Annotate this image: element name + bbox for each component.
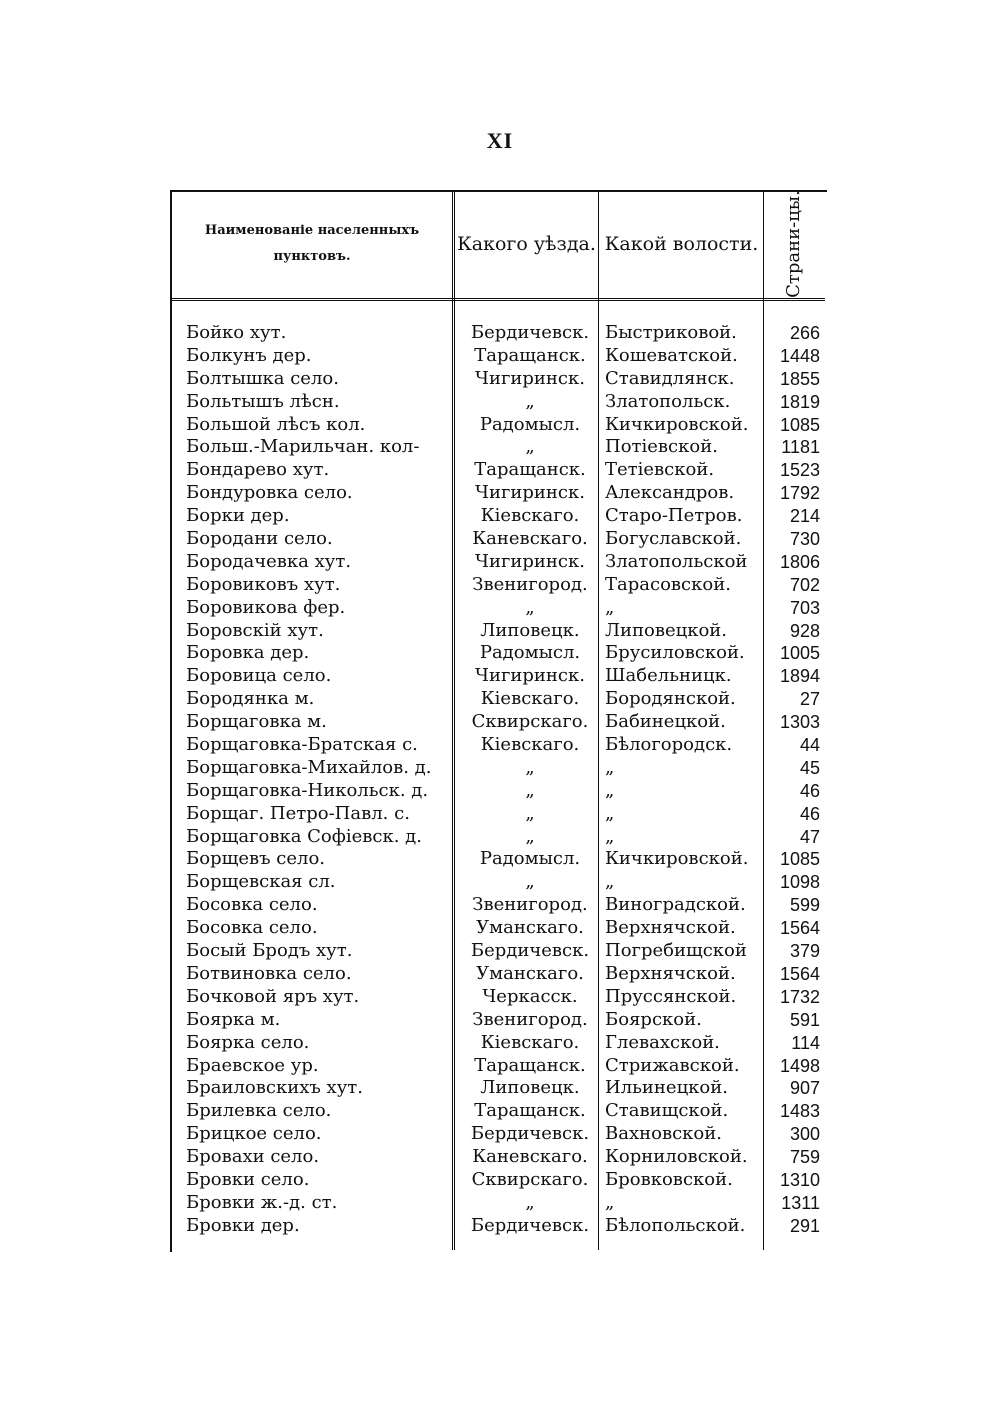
settlement-name: Борки дер.	[186, 505, 290, 527]
settlement-name: Бровки ж.-д. ст.	[186, 1191, 338, 1213]
page-ref-cell: 928	[789, 620, 820, 641]
table-body	[0, 322, 1000, 1238]
page-ref-cell: 114	[791, 1032, 820, 1053]
page-ref-cell: 214	[789, 506, 820, 527]
table-row	[0, 1077, 1000, 1100]
settlement-name: Бочковой яръ хут.	[186, 985, 360, 1007]
volost-cell: Бѣлопольской.	[605, 1214, 746, 1236]
table-row	[0, 871, 1000, 894]
settlement-name: Борщевская сл.	[186, 871, 336, 893]
table-row	[0, 551, 1000, 574]
volost-cell: Виноградской.	[605, 894, 746, 916]
page-ref-cell: 1498	[779, 1055, 820, 1076]
page-ref-cell: 44	[799, 735, 820, 756]
header-separator	[170, 298, 825, 301]
page-ref-cell: 1181	[781, 437, 820, 458]
settlement-name: Болкунъ дер.	[186, 344, 312, 366]
volost-cell: Старо-Петров.	[605, 505, 743, 527]
uezd-cell: Каневскаго.	[472, 528, 588, 550]
settlement-name: Бородани село.	[186, 528, 333, 550]
page-ref-cell: 46	[799, 803, 820, 824]
uezd-cell: Черкасск.	[482, 985, 578, 1007]
page-ref-cell: 1311	[781, 1192, 820, 1213]
uezd-cell: Кіевскаго.	[480, 688, 580, 710]
page-ref-cell: 599	[789, 895, 820, 916]
settlement-name: Бровки село.	[186, 1168, 310, 1190]
table-row	[0, 665, 1000, 688]
settlement-name: Браевское ур.	[186, 1054, 319, 1076]
page-ref-cell: 730	[789, 529, 820, 550]
table-row	[0, 780, 1000, 803]
settlement-name: Браиловскихъ хут.	[186, 1077, 363, 1099]
uezd-cell: „	[525, 779, 535, 801]
volost-cell: Александров.	[605, 482, 735, 504]
page-ref-cell: 1523	[779, 460, 820, 481]
table-row	[0, 848, 1000, 871]
uezd-cell: „	[525, 436, 535, 458]
volost-cell: „	[605, 596, 615, 618]
page-ref-cell: 1792	[779, 483, 820, 504]
uezd-cell: Звенигород.	[472, 573, 588, 595]
volost-cell: Вахновской.	[605, 1123, 722, 1145]
table-row	[0, 963, 1000, 986]
uezd-cell: Радомысл.	[479, 642, 581, 664]
page-ref-cell: 759	[789, 1147, 820, 1168]
volost-cell: Шабельницк.	[605, 665, 732, 687]
volost-cell: Стрижавской.	[605, 1054, 740, 1076]
uezd-cell: Бердичевск.	[470, 940, 590, 962]
table-row	[0, 986, 1000, 1009]
volost-cell: Бѣлогородск.	[605, 734, 733, 756]
uezd-cell: Уманскаго.	[476, 917, 584, 939]
settlement-name: Борщаговка-Братская с.	[186, 734, 418, 756]
page-ref-cell: 591	[789, 1009, 820, 1030]
settlement-name: Боровица село.	[186, 665, 332, 687]
uezd-cell: Чигиринск.	[475, 482, 585, 504]
uezd-cell: Каневскаго.	[472, 1146, 588, 1168]
uezd-cell: Таращанск.	[474, 1100, 586, 1122]
uezd-cell: Бердичевск.	[470, 1123, 590, 1145]
volost-cell: Тарасовской.	[605, 573, 731, 595]
settlement-name: Борщаговка м.	[186, 711, 327, 733]
table-row	[0, 505, 1000, 528]
uezd-cell: Кіевскаго.	[480, 734, 580, 756]
uezd-cell: Радомысл.	[479, 413, 581, 435]
settlement-name: Боярка м.	[186, 1008, 281, 1030]
settlement-name: Брицкое село.	[186, 1123, 322, 1145]
settlement-name: Ботвиновка село.	[186, 962, 352, 984]
page-ref-cell: 1806	[779, 551, 820, 572]
uezd-cell: Сквирскаго.	[471, 1168, 589, 1190]
settlement-name: Бондарево хут.	[186, 459, 330, 481]
table-row	[0, 757, 1000, 780]
settlement-name: Боровскій хут.	[186, 619, 324, 641]
settlement-name: Боровка дер.	[186, 642, 310, 664]
table-row	[0, 1215, 1000, 1238]
uezd-cell: Сквирскаго.	[471, 711, 589, 733]
settlement-name: Боровиковъ хут.	[186, 573, 341, 595]
table-row	[0, 711, 1000, 734]
page-ref-cell: 1085	[779, 849, 820, 870]
table-row	[0, 642, 1000, 665]
table-row	[0, 1032, 1000, 1055]
page-ref-cell: 266	[789, 323, 820, 343]
uezd-cell: Звенигород.	[472, 1008, 588, 1030]
volost-cell: Верхнячской.	[605, 917, 736, 939]
table-row	[0, 620, 1000, 643]
page-ref-cell: 703	[789, 597, 820, 618]
uezd-cell: Чигиринск.	[475, 550, 585, 572]
uezd-cell: Таращанск.	[474, 344, 586, 366]
volost-cell: Ставищской.	[605, 1100, 729, 1122]
settlement-name: Бородачевка хут.	[186, 550, 352, 572]
page-ref-cell: 46	[799, 780, 820, 801]
settlement-name: Боярка село.	[186, 1031, 310, 1053]
settlement-name: Босовка село.	[186, 917, 318, 939]
table-row	[0, 894, 1000, 917]
table-row	[0, 1055, 1000, 1078]
volost-cell: Златопольской	[605, 550, 748, 572]
uezd-cell: „	[525, 390, 535, 412]
page-ref-cell: 1005	[779, 643, 820, 664]
uezd-cell: Чигиринск.	[475, 665, 585, 687]
table-row	[0, 597, 1000, 620]
uezd-cell: Таращанск.	[474, 459, 586, 481]
settlement-name: Босовка село.	[186, 894, 318, 916]
page-ref-cell: 1732	[779, 986, 820, 1007]
settlement-name: Борщаг. Петро-Павл. с.	[186, 802, 410, 824]
page-ref-cell: 300	[789, 1124, 820, 1145]
table-row	[0, 1123, 1000, 1146]
uezd-cell: Уманскаго.	[476, 962, 584, 984]
settlement-name: Бровахи село.	[186, 1146, 320, 1168]
volost-cell: Богуславской.	[605, 528, 742, 550]
header-uezd-column: Какого уѣзда.	[457, 233, 596, 255]
settlement-name: Большой лѣсъ кол.	[186, 413, 366, 435]
page-ref-cell: 1310	[779, 1169, 820, 1190]
uezd-cell: „	[525, 825, 535, 847]
page-ref-cell: 1819	[779, 391, 820, 412]
volost-cell: Ставидлянск.	[605, 367, 735, 389]
uezd-cell: „	[525, 871, 535, 893]
settlement-name: Борщаговка-Михайлов. д.	[186, 756, 432, 778]
uezd-cell: Липовецк.	[480, 1077, 580, 1099]
volost-cell: „	[605, 871, 615, 893]
page-ref-cell: 27	[799, 689, 820, 710]
uezd-cell: Бердичевск.	[470, 1214, 590, 1236]
page-ref-cell: 1448	[779, 345, 820, 366]
table-row	[0, 345, 1000, 368]
volost-cell: Глевахской.	[605, 1031, 720, 1053]
volost-cell: Брусиловской.	[605, 642, 745, 664]
uezd-cell: Липовецк.	[480, 619, 580, 641]
page-ref-cell: 291	[789, 1215, 820, 1236]
page-ref-cell: 379	[789, 941, 820, 962]
table-row	[0, 322, 1000, 345]
settlement-name: Бойко хут.	[186, 322, 287, 343]
table-row	[0, 1192, 1000, 1215]
table-row	[0, 1169, 1000, 1192]
table-row	[0, 1009, 1000, 1032]
settlement-name: Борщаговка-Никольск. д.	[186, 779, 429, 801]
table-row	[0, 482, 1000, 505]
volost-cell: Ильинецкой.	[605, 1077, 728, 1099]
page-ref-cell: 1098	[779, 872, 820, 893]
uezd-cell: „	[525, 1191, 535, 1213]
volost-cell: Потіевской.	[605, 436, 718, 458]
uezd-cell: Чигиринск.	[475, 367, 585, 389]
volost-cell: Кичкировской.	[605, 848, 749, 870]
volost-cell: Пруссянской.	[605, 985, 737, 1007]
page-ref-cell: 702	[789, 574, 820, 595]
settlement-name: Больтышъ лѣсн.	[186, 390, 340, 412]
page-number: XI	[486, 128, 514, 153]
uezd-cell: „	[525, 802, 535, 824]
table-row	[0, 368, 1000, 391]
volost-cell: Быстриковой.	[605, 322, 737, 343]
page-ref-cell: 1564	[779, 918, 820, 939]
settlement-name: Боровикова фер.	[186, 596, 346, 618]
volost-cell: Бабинецкой.	[605, 711, 726, 733]
volost-cell: Боярской.	[605, 1008, 702, 1030]
table-row	[0, 917, 1000, 940]
settlement-name: Бровки дер.	[186, 1214, 300, 1236]
volost-cell: Кошеватской.	[605, 344, 738, 366]
volost-cell: Корниловской.	[605, 1146, 748, 1168]
settlement-name: Бондуровка село.	[186, 482, 353, 504]
table-row	[0, 803, 1000, 826]
table-row	[0, 826, 1000, 849]
page-ref-cell: 1483	[779, 1101, 820, 1122]
volost-cell: Кичкировской.	[605, 413, 749, 435]
settlement-name: Борщевъ село.	[186, 848, 326, 870]
uezd-cell: Кіевскаго.	[480, 1031, 580, 1053]
uezd-cell: Бердичевск.	[470, 322, 590, 343]
settlement-name: Болтышка село.	[186, 367, 339, 389]
page-ref-cell: 1894	[779, 666, 820, 687]
page-ref-cell: 1855	[779, 368, 820, 389]
volost-cell: Погребищской	[605, 940, 747, 962]
volost-cell: „	[605, 802, 615, 824]
table-row	[0, 391, 1000, 414]
uezd-cell: Радомысл.	[479, 848, 581, 870]
settlement-name: Больш.-Марильчан. кол-	[186, 436, 420, 458]
volost-cell: Верхнячской.	[605, 962, 736, 984]
table-row	[0, 574, 1000, 597]
table-row	[0, 414, 1000, 437]
page-ref-cell: 47	[799, 826, 820, 847]
table-row	[0, 1100, 1000, 1123]
page-ref-cell: 1564	[779, 963, 820, 984]
table-row	[0, 528, 1000, 551]
uezd-cell: „	[525, 596, 535, 618]
volost-cell: „	[605, 756, 615, 778]
volost-cell: Липовецкой.	[605, 619, 728, 641]
settlement-name: Брилевка село.	[186, 1100, 332, 1122]
table-row	[0, 436, 1000, 459]
page-ref-cell: 1303	[779, 712, 820, 733]
settlement-name: Бородянка м.	[186, 688, 315, 710]
uezd-cell: Таращанск.	[474, 1054, 586, 1076]
volost-cell: Бровковской.	[605, 1168, 733, 1190]
volost-cell: Тетіевской.	[605, 459, 715, 481]
settlement-name: Борщаговка Софіевск. д.	[186, 825, 422, 847]
page-ref-cell: 907	[789, 1078, 820, 1099]
page-ref-cell: 45	[799, 757, 820, 778]
header-page-label: Страни-цы.	[783, 190, 804, 298]
table-row	[0, 459, 1000, 482]
volost-cell: „	[605, 825, 615, 847]
header-name-column: Наименованіе населенныхъ пунктовъ.	[204, 223, 420, 264]
uezd-cell: Звенигород.	[472, 894, 588, 916]
header-page-column	[764, 192, 824, 296]
volost-cell: „	[605, 1191, 615, 1213]
table-row	[0, 734, 1000, 757]
table-row	[0, 1146, 1000, 1169]
volost-cell: Златопольск.	[605, 390, 731, 412]
table-row	[0, 940, 1000, 963]
volost-cell: „	[605, 779, 615, 801]
settlement-name: Босый Бродъ хут.	[186, 940, 353, 962]
uezd-cell: Кіевскаго.	[480, 505, 580, 527]
header-volost-column: Какой волости.	[604, 233, 759, 255]
page-ref-cell: 1085	[779, 414, 820, 435]
uezd-cell: „	[525, 756, 535, 778]
volost-cell: Бородянской.	[605, 688, 736, 710]
table-row	[0, 688, 1000, 711]
